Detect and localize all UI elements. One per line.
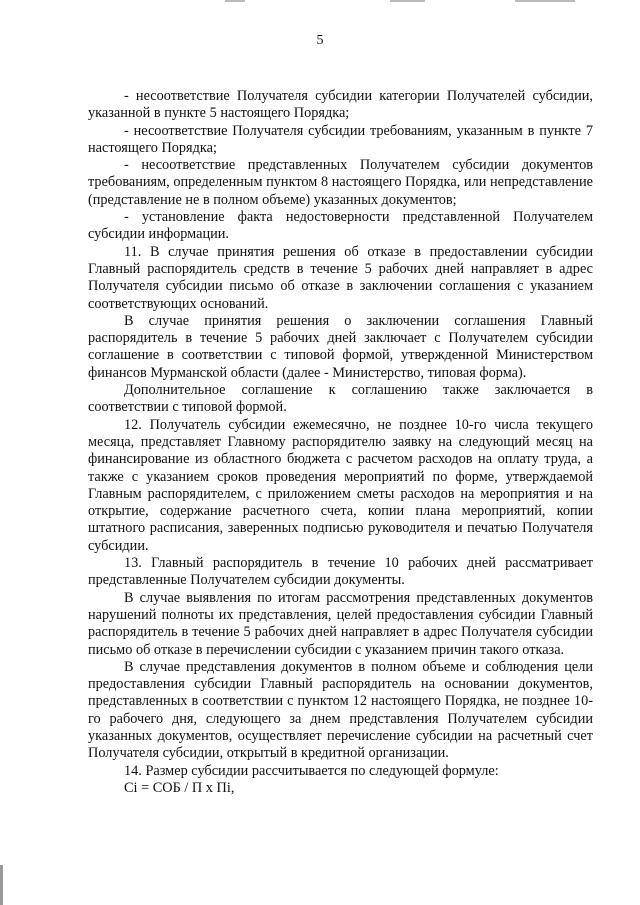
paragraph: - установление факта недостоверности представленной Получателем субсидии информации. — [88, 209, 593, 243]
paragraph: Дополнительное соглашение к соглашению также заключается в соответствии с типовой формой. — [88, 382, 593, 416]
formula: Ci = СОБ / П х Пi, — [124, 779, 235, 796]
document-body — [88, 88, 593, 797]
paragraph: 13. Главный распорядитель в течение 10 рабочих дней рассматривает представленные Получателем субсидии документы. — [88, 555, 593, 589]
paragraph: В случае представления документов в полном объеме и соблюдения цели предоставления субсидии Главный распорядитель на основании документов, представленных в соответствии с пунктом 12 настоящего Порядка, не позднее 10-го рабочего дня, следующего за днем представления Получателем субсидии указанных документов, осуществляет перечисление субсидии на расчетный счет Получателя субсидии, открытый в кредитной организации. — [88, 658, 593, 762]
paragraph: 12. Получатель субсидии ежемесячно, не позднее 10-го числа текущего месяца, представляет Главному распорядителю заявку на следующий месяц на финансирование из областного бюджета с расчетом расходов на оплату труда, а также с указанием сроков проведения мероприятий по форме, утверждаемой Главным распорядителем, с приложением сметы расходов на мероприятия и на открытие, содержание расчетного счета, копии плана мероприятий, копии штатного расписания, заверенных подписью руководителя и печатью Получателя субсидии. — [88, 416, 593, 554]
paragraph: - несоответствие Получателя субсидии требованиям, указанным в пункте 7 настоящего Порядка; — [88, 122, 593, 156]
paragraph: В случае выявления по итогам рассмотрения представленных документов нарушений полноты их представления, целей предоставления субсидии Главный распорядитель в течение 5 рабочих дней направляет в адрес Получателя субсидии письмо об отказе в перечислении субсидии с указанием причин такого отказа. — [88, 589, 593, 658]
paragraph: 14. Размер субсидии рассчитывается по следующей формуле: — [124, 762, 499, 779]
scan-top-edge — [225, 0, 245, 2]
scan-left-edge — [0, 865, 3, 905]
scan-top-edge — [515, 0, 575, 2]
paragraph: - несоответствие Получателя субсидии категории Получателей субсидии, указанной в пункте 5 настоящего Порядка; — [88, 88, 593, 122]
page-number: 5 — [316, 33, 324, 48]
paragraph: В случае принятия решения о заключении соглашения Главный распорядитель в течение 5 рабочих дней заключает с Получателем субсидии соглашение в соответствии с типовой формой, утвержденной Министерством финансов Мурманской области (далее - Министерство, типовая форма). — [88, 312, 593, 381]
paragraph: - несоответствие представленных Получателем субсидии документов требованиям, определенным пунктом 8 настоящего Порядка, или непредставление (представление не в полном объеме) указанных документов; — [88, 157, 593, 208]
scan-top-edge — [390, 0, 425, 2]
paragraph: 11. В случае принятия решения об отказе в предоставлении субсидии Главный распорядитель средств в течение 5 рабочих дней направляет в адрес Получателя субсидии письмо об отказе в заключении соглашения с указанием соответствующих оснований. — [88, 243, 593, 312]
